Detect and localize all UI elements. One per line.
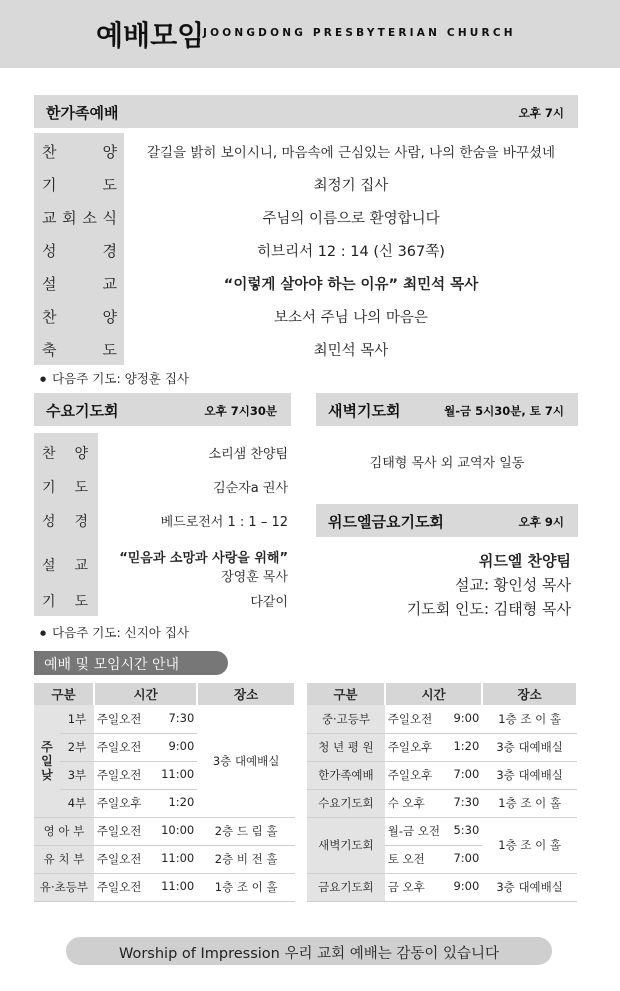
wednesday-row-value: 소리샘 찬양팀: [208, 447, 288, 462]
place-cell: 1층 조 이 홀: [482, 817, 577, 873]
time-text: 9:00: [168, 739, 195, 753]
time-text: 9:00: [453, 879, 480, 893]
time-text: 7:30: [453, 795, 480, 809]
wednesday-row-label: 기 도: [42, 594, 88, 610]
day-text: 주일오전: [96, 824, 142, 838]
table-row: [307, 733, 577, 761]
time-cell: [94, 705, 197, 733]
wednesday-row-value: 다같이: [250, 595, 288, 610]
place-cell: 3층 대예배실: [482, 761, 577, 789]
place-cell: 1층 조 이 홀: [482, 705, 577, 733]
family-row-label: 축 도: [42, 341, 117, 359]
time-cell: [94, 761, 197, 789]
time-cell: [385, 733, 482, 761]
family-row-value: 최정기 집사: [313, 178, 389, 194]
family-row-value: “이렇게 살아야 하는 이유” 최민석 목사: [223, 277, 479, 293]
day-text: 주일오전: [387, 711, 433, 726]
part-cell: 2부: [60, 733, 94, 761]
time-cell: [385, 761, 482, 789]
day-text: 주일오전: [96, 711, 142, 726]
dept-cell: 청 년 평 원: [307, 733, 385, 761]
time-cell: [94, 733, 197, 761]
wednesday-row-label: 성 경: [42, 514, 88, 530]
family-row-value: 갈길을 밝히 보이시니, 마음속에 근심있는 사람, 나의 한숨을 바꾸셨네: [146, 145, 556, 161]
place-cell: 3층 대예배실: [482, 733, 577, 761]
day-text: 월-금 오전: [387, 824, 441, 838]
schedule-table-right: [307, 683, 578, 902]
family-worship-title: 한가족예배: [46, 104, 119, 122]
table-row: [307, 873, 577, 901]
dept-cell: 영 아 부: [34, 817, 94, 845]
family-next-prayer: ● 다음주 기도: 양정훈 집사: [40, 369, 189, 387]
dawn-leaders: 김태형 목사 외 교역자 일동: [369, 456, 525, 471]
friday-time: 오후 9시: [518, 515, 564, 529]
wednesday-time: 오후 7시30분: [204, 404, 277, 418]
family-row-value: 주님의 이름으로 환영합니다: [262, 211, 440, 227]
day-text: 주일오후: [96, 796, 142, 810]
family-row-label: 교 회 소 식: [42, 209, 117, 227]
place-cell: 1층 조 이 홀: [482, 789, 577, 817]
dept-cell: 금요기도회: [307, 873, 385, 901]
table-row: [34, 873, 295, 901]
family-row-label: 설 교: [42, 275, 117, 293]
dept-cell: 중·고등부: [307, 705, 385, 733]
schedule-table-left: [34, 683, 296, 902]
sunday-label: 주일낮: [34, 705, 60, 817]
time-text: 7:00: [453, 767, 480, 781]
header-bar: [0, 0, 620, 68]
friday-leader: 기도회 인도: 김태형 목사: [406, 600, 571, 618]
page-title: 예배모임: [96, 19, 205, 52]
wednesday-header: [34, 393, 291, 426]
table-row: [34, 705, 295, 733]
dept-cell: 유·초등부: [34, 873, 94, 901]
time-text: 11:00: [161, 851, 195, 865]
part-cell: 3부: [60, 761, 94, 789]
time-text: 9:00: [453, 710, 480, 725]
wednesday-row-value: 베드로전서 1 : 1 – 12: [160, 515, 288, 530]
time-cell: [385, 845, 482, 873]
dept-cell: 유 치 부: [34, 845, 94, 873]
time-text: 11:00: [161, 879, 195, 893]
day-text: 주일오후: [387, 740, 433, 754]
dept-cell: 수요기도회: [307, 789, 385, 817]
table-row: [307, 761, 577, 789]
wednesday-next-prayer: ● 다음주 기도: 신지아 집사: [40, 623, 189, 641]
family-row-label: 찬 양: [42, 143, 117, 161]
day-text: 주일오전: [96, 852, 142, 866]
time-cell: [94, 873, 197, 901]
time-cell: [385, 817, 482, 845]
time-text: 7:30: [168, 710, 195, 725]
wednesday-title: 수요기도회: [46, 402, 119, 420]
church-name: JOONGDONG PRESBYTERIAN CHURCH: [203, 27, 516, 39]
wednesday-row-label: 찬 양: [42, 446, 88, 462]
schedule-title-pill: [34, 651, 228, 675]
table-row: [307, 705, 577, 733]
right-header-place: 장소: [482, 683, 577, 705]
friday-header: [316, 504, 578, 537]
friday-sermon: 설교: 황인성 목사: [454, 576, 571, 594]
left-header-category: 구분: [34, 683, 94, 705]
right-header-time: 시간: [385, 683, 482, 705]
place-cell: 2층 비 전 홀: [197, 845, 295, 873]
wednesday-row-value: 김순자a 권사: [213, 481, 288, 496]
time-cell: [94, 817, 197, 845]
time-text: 5:30: [453, 823, 480, 837]
schedule-title: 예배 및 모임시간 안내: [44, 657, 180, 673]
dawn-time: 월-금 5시30분, 토 7시: [444, 404, 564, 418]
wednesday-row-label: 설 교: [42, 558, 88, 574]
time-text: 1:20: [453, 739, 480, 753]
family-row-value: 최민석 목사: [313, 343, 389, 359]
wednesday-preacher: 장영훈 목사: [221, 570, 288, 585]
day-text: 수 오후: [387, 796, 425, 810]
time-text: 1:20: [168, 795, 195, 809]
day-text: 주일오후: [387, 768, 433, 782]
time-cell: [94, 789, 197, 817]
dawn-title: 새벽기도회: [328, 402, 401, 420]
footer-text: Worship of Impression 우리 교회 예배는 감동이 있습니다: [118, 946, 499, 962]
friday-title: 위드엘금요기도회: [328, 513, 444, 531]
family-row-value: 히브리서 12 : 14 (신 367쪽): [257, 244, 445, 260]
family-row-label: 찬 양: [42, 308, 117, 326]
place-cell: 1층 조 이 홀: [197, 873, 295, 901]
place-cell: 3층 대예배실: [482, 873, 577, 901]
table-row: [34, 817, 295, 845]
sunday-place: 3층 대예배실: [197, 705, 295, 817]
left-header-time: 시간: [94, 683, 197, 705]
dawn-header: [316, 393, 578, 426]
table-row: [307, 789, 577, 817]
friday-team: 위드엘 찬양팀: [478, 552, 571, 570]
wednesday-row-value: “믿음과 소망과 사랑을 위해”: [119, 551, 288, 566]
footer-bar: [66, 937, 552, 965]
time-cell: [94, 845, 197, 873]
time-text: 7:00: [453, 851, 480, 865]
time-cell: [385, 789, 482, 817]
day-text: 주일오전: [96, 768, 142, 782]
family-row-value: 보소서 주님 나의 마음은: [274, 310, 428, 326]
family-worship-header: [34, 95, 578, 128]
day-text: 주일오전: [96, 740, 142, 754]
left-header-place: 장소: [197, 683, 295, 705]
family-row-label: 성 경: [42, 242, 117, 260]
dept-cell: 한가족예배: [307, 761, 385, 789]
day-text: 토 오전: [387, 852, 425, 866]
time-text: 10:00: [161, 823, 195, 837]
dept-cell: 새벽기도회: [307, 817, 385, 873]
day-text: 금 오후: [387, 880, 425, 894]
right-header-category: 구분: [307, 683, 385, 705]
table-row: [307, 817, 577, 845]
day-text: 주일오전: [96, 880, 142, 894]
wednesday-row-label: 기 도: [42, 480, 88, 496]
part-cell: 4부: [60, 789, 94, 817]
family-worship-time: 오후 7시: [518, 106, 564, 120]
time-cell: [385, 873, 482, 901]
family-row-label: 기 도: [42, 176, 117, 194]
place-cell: 2층 드 림 홀: [197, 817, 295, 845]
time-text: 11:00: [161, 767, 195, 781]
table-row: [34, 845, 295, 873]
time-cell: [385, 705, 482, 733]
part-cell: 1부: [60, 705, 94, 733]
